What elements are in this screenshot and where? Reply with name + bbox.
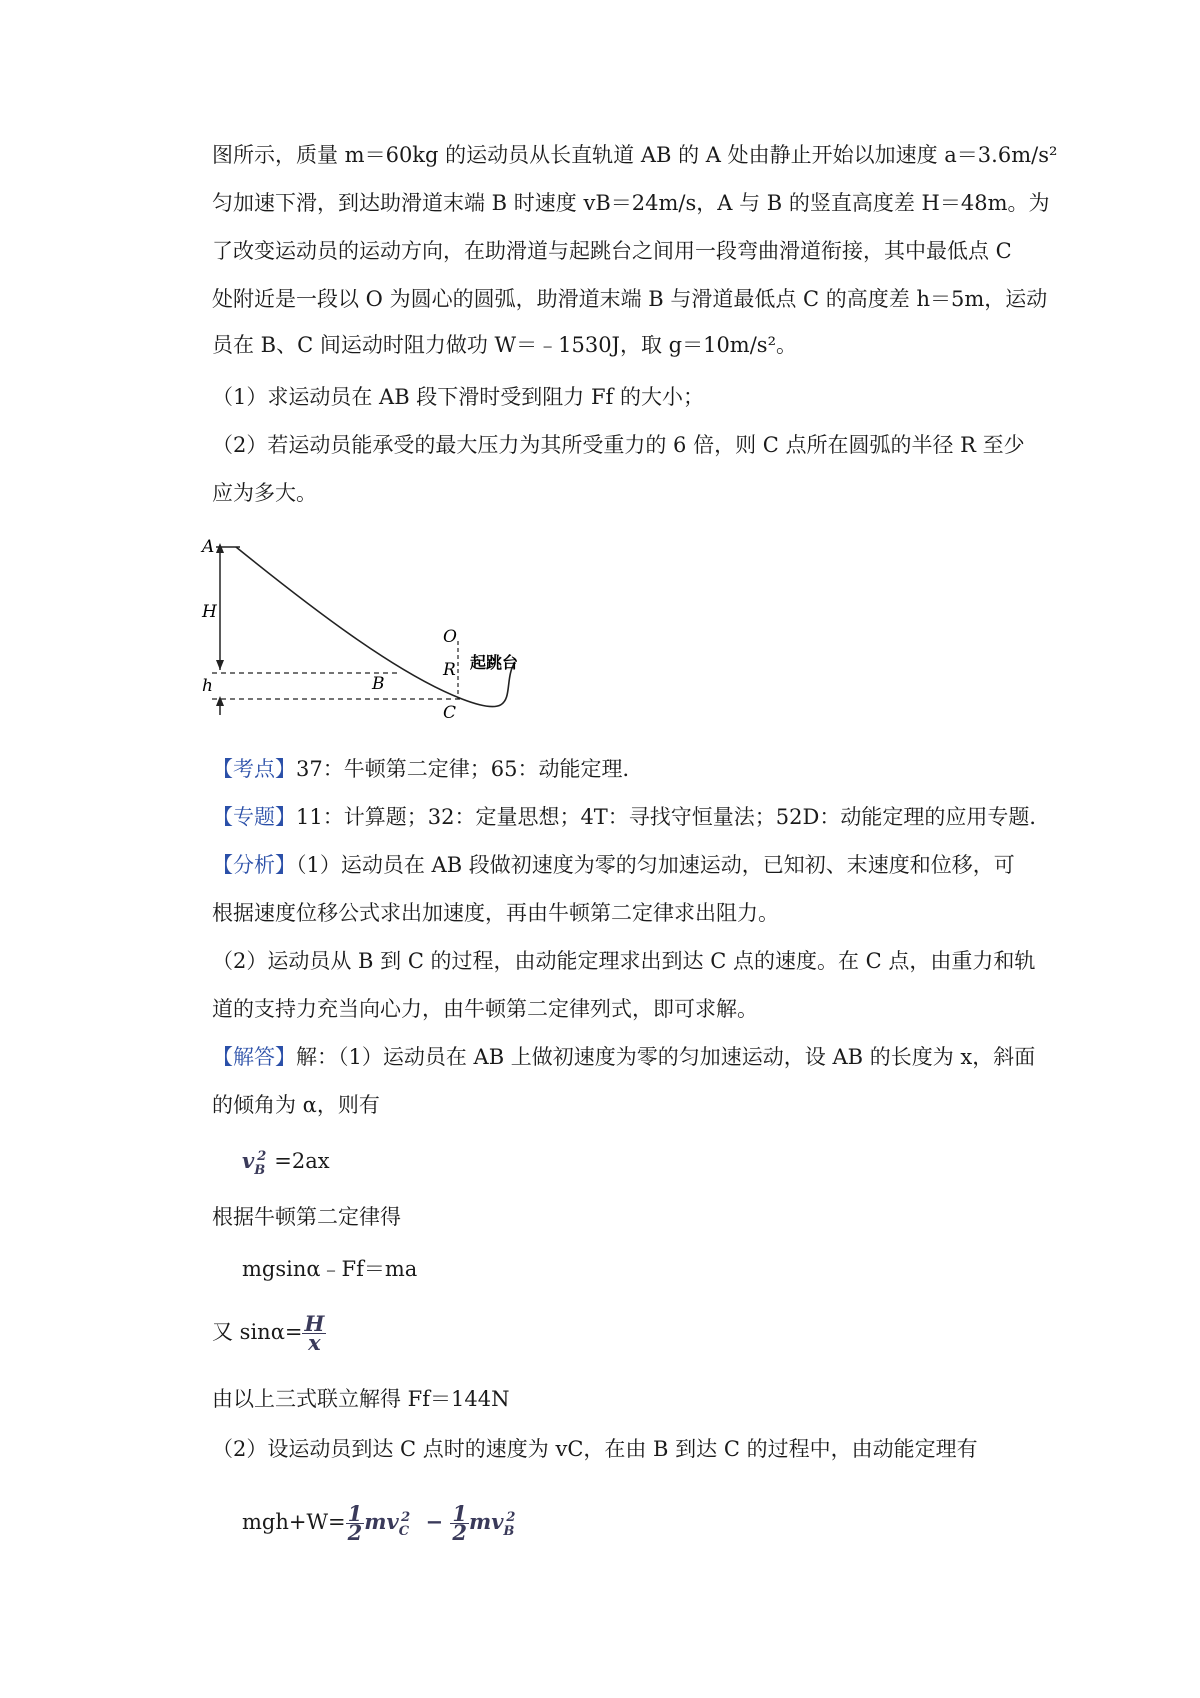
kaodian-tag: 【考点】 <box>212 757 296 781</box>
equation-sin <box>212 1310 1032 1354</box>
zhuanti <box>212 802 1051 832</box>
jieda <box>212 1042 1036 1072</box>
jieda-line-6: （2）设运动员到达 C 点时的速度为 vC，在由 B 到达 C 的过程中，由动能定理有 <box>212 1437 978 1461</box>
fenxi-line-3: （2）运动员从 B 到 C 的过程，由动能定理求出到达 C 点的速度。在 C 点，由重力和轨 <box>212 949 1036 973</box>
equation-3: mgh+W= $\frac{1}{2}$ $mv_C^2$ − $\frac{1}{2}$ $mv_B^2$ <box>242 1501 516 1545</box>
label-H: H <box>202 602 217 622</box>
kaodian-text: 37：牛顿第二定律；65：动能定理． <box>296 757 644 781</box>
zhuanti-tag: 【专题】 <box>212 805 296 829</box>
label-R: R <box>443 660 456 680</box>
label-A: A <box>202 537 215 557</box>
problem-line-5: 员在 B、C 间运动时阻力做功 W＝﹣1530J，取 g＝10m/s²。 <box>212 333 797 357</box>
problem-line-2: 匀加速下滑，到达助滑道末端 B 时速度 vB＝24m/s，A 与 B 的竖直高度差 H＝48m。为 <box>212 191 1050 215</box>
equation-2: mgsinα﹣Ff＝ma <box>242 1257 418 1281</box>
zhuanti-text: 11：计算题；32：定量思想；4T：寻找守恒量法；52D：动能定理的应用专题． <box>296 805 1051 829</box>
fraction-H-over-x: $\frac{H}{x}$ <box>304 1311 325 1355</box>
label-C: C <box>443 703 457 720</box>
equation-sin-prefix: 又 sinα= <box>212 1320 303 1344</box>
fraction-half-2: $\frac{1}{2}$ <box>452 1501 467 1545</box>
fenxi <box>212 850 1032 880</box>
label-O: O <box>443 627 457 647</box>
fraction-half-1: $\frac{1}{2}$ <box>347 1501 363 1545</box>
jieda-line-2: 的倾角为 α，则有 <box>212 1093 380 1117</box>
jieda-line-3: 根据牛顿第二定律得 <box>212 1205 401 1229</box>
question-2-line-1: （2）若运动员能承受的最大压力为其所受重力的 6 倍，则 C 点所在圆弧的半径 R 至少 <box>212 433 1025 457</box>
jieda-line-5: 由以上三式联立解得 Ff＝144N <box>212 1387 510 1411</box>
question-1: （1）求运动员在 AB 段下滑时受到阻力 Ff 的大小； <box>212 385 705 409</box>
ski-jump-figure <box>200 535 600 724</box>
equation-1: $v_B^2 =2ax$ <box>242 1148 330 1178</box>
fenxi-line-2: 根据速度位移公式求出加速度，再由牛顿第二定律求出阻力。 <box>212 901 779 925</box>
fenxi-line-1: （1）运动员在 AB 段做初速度为零的匀加速运动，已知初、末速度和位移，可 <box>296 853 1015 877</box>
label-B: B <box>372 674 385 694</box>
jieda-tag: 【解答】 <box>212 1045 296 1069</box>
problem-line-1: 图所示，质量 m＝60kg 的运动员从长直轨道 AB 的 A 处由静止开始以加速度 a＝3.6m/s² <box>212 143 1058 167</box>
question-2-line-2: 应为多大。 <box>212 481 317 505</box>
problem-line-3: 了改变运动员的运动方向，在助滑道与起跳台之间用一段弯曲滑道衔接，其中最低点 C <box>212 239 1012 263</box>
equation-1-rhs: =2ax <box>274 1149 330 1173</box>
fenxi-line-4: 道的支持力充当向心力，由牛顿第二定律列式，即可求解。 <box>212 997 758 1021</box>
jieda-line-1: 解：（1）运动员在 AB 上做初速度为零的匀加速运动，设 AB 的长度为 x，斜面 <box>296 1045 1036 1069</box>
kaodian <box>212 754 1032 784</box>
problem-line-4: 处附近是一段以 O 为圆心的圆弧，助滑道末端 B 与滑道最低点 C 的高度差 h＝5m，运动 <box>212 287 1048 311</box>
equation-3-lhs: mgh+W= <box>242 1510 346 1534</box>
fenxi-tag: 【分析】 <box>212 853 296 877</box>
label-h: h <box>202 676 213 696</box>
label-platform: 起跳台 <box>470 653 519 672</box>
